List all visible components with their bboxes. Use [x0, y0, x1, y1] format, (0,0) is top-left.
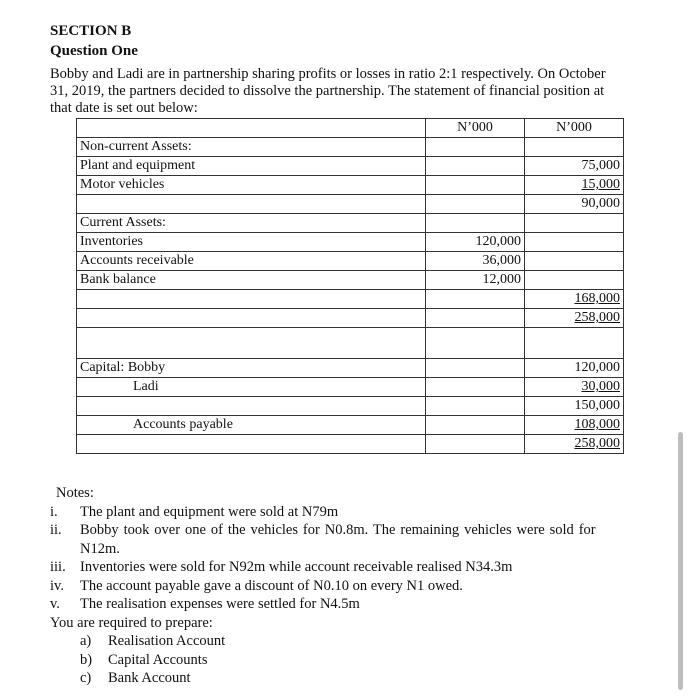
header-blank — [77, 119, 426, 138]
notes-title: Notes: — [56, 485, 94, 501]
row-label — [77, 397, 426, 416]
part-text: Capital Accounts — [108, 651, 208, 668]
row-col3 — [525, 233, 624, 252]
row-col2 — [426, 176, 525, 195]
row-col2 — [426, 397, 525, 416]
required-item — [50, 651, 680, 670]
row-col2 — [426, 435, 525, 454]
note-text: Bobby took over one of the vehicles for N0.8m. The remaining vehicles were sold for — [80, 522, 596, 538]
row-label: Ladi — [77, 378, 426, 397]
row-label — [77, 435, 426, 454]
row-col2: 12,000 — [426, 271, 525, 290]
row-col2: 36,000 — [426, 252, 525, 271]
row-col3: 150,000 — [525, 397, 624, 416]
table-row — [77, 252, 624, 271]
table-row — [77, 359, 624, 378]
table-row — [77, 309, 624, 328]
question-title: Question One — [50, 43, 138, 59]
table-row — [77, 176, 624, 195]
table-row — [77, 397, 624, 416]
row-label — [77, 290, 426, 309]
note-item — [50, 558, 680, 577]
row-col3: 168,000 — [525, 290, 624, 309]
table-row — [77, 271, 624, 290]
required-item — [50, 669, 680, 688]
row-col2 — [426, 328, 525, 359]
notes-section — [50, 484, 680, 688]
table-row — [77, 378, 624, 397]
part-number: a) — [80, 633, 92, 649]
row-label: Plant and equipment — [77, 157, 426, 176]
row-col2 — [426, 195, 525, 214]
note-item-continuation — [50, 540, 680, 559]
note-text: The realisation expenses were settled for N4.5m — [80, 596, 360, 612]
row-col2 — [426, 290, 525, 309]
row-col3: 15,000 — [525, 176, 624, 195]
scrollbar[interactable] — [678, 432, 683, 690]
row-col3: 258,000 — [525, 309, 624, 328]
row-label: Inventories — [77, 233, 426, 252]
intro-line-1: Bobby and Ladi are in partnership sharing profits or losses in ratio 2:1 respectively. On October — [50, 66, 606, 82]
row-col3 — [525, 252, 624, 271]
note-number: iv. — [50, 577, 64, 594]
row-label: Current Assets: — [77, 214, 426, 233]
row-label: Accounts payable — [77, 416, 426, 435]
row-col3: 258,000 — [525, 435, 624, 454]
row-col3: 75,000 — [525, 157, 624, 176]
section-title: SECTION B — [50, 23, 132, 39]
row-col2: 120,000 — [426, 233, 525, 252]
row-col2 — [426, 214, 525, 233]
note-item — [50, 521, 680, 540]
row-label — [77, 195, 426, 214]
row-label: Accounts receivable — [77, 252, 426, 271]
note-number: i. — [50, 503, 58, 520]
row-col3: 108,000 — [525, 416, 624, 435]
row-col3 — [525, 271, 624, 290]
row-label — [77, 328, 426, 359]
row-col3 — [525, 214, 624, 233]
row-label: Motor vehicles — [77, 176, 426, 195]
note-item — [50, 577, 680, 596]
note-text: The account payable gave a discount of N0.10 on every N1 owed. — [80, 577, 463, 594]
financial-position-table — [76, 118, 624, 454]
note-text: Inventories were sold for N92m while account receivable realised N34.3m — [80, 559, 513, 575]
table-row — [77, 214, 624, 233]
table-row — [77, 138, 624, 157]
part-number: b) — [80, 651, 93, 668]
table-row — [77, 195, 624, 214]
col2-header: N’000 — [426, 119, 525, 138]
table-row — [77, 290, 624, 309]
row-col2 — [426, 157, 525, 176]
table-row — [77, 416, 624, 435]
row-col2 — [426, 359, 525, 378]
table-row — [77, 435, 624, 454]
table-row — [77, 157, 624, 176]
required-item — [50, 632, 680, 651]
row-label — [77, 309, 426, 328]
required-line: You are required to prepare: — [50, 614, 213, 631]
row-label: Bank balance — [77, 271, 426, 290]
part-text: Bank Account — [108, 670, 191, 686]
row-col3 — [525, 328, 624, 359]
note-number: ii. — [50, 522, 62, 538]
row-col3: 120,000 — [525, 359, 624, 378]
intro-paragraph — [50, 66, 680, 117]
note-item — [50, 595, 680, 614]
intro-line-3: that date is set out below: — [50, 100, 198, 116]
row-col3: 90,000 — [525, 195, 624, 214]
note-number: iii. — [50, 559, 66, 575]
col3-header: N’000 — [525, 119, 624, 138]
intro-line-2: 31, 2019, the partners decided to dissolve the partnership. The statement of financial position at — [50, 83, 605, 99]
row-col3: 30,000 — [525, 378, 624, 397]
note-item — [50, 503, 680, 522]
table-header-row — [77, 119, 624, 138]
row-col3 — [525, 138, 624, 157]
row-label: Non-current Assets: — [77, 138, 426, 157]
table-row — [77, 233, 624, 252]
row-col2 — [426, 309, 525, 328]
note-text: The plant and equipment were sold at N79m — [80, 503, 339, 520]
part-text: Realisation Account — [108, 633, 226, 649]
row-label: Capital: Bobby — [77, 359, 426, 378]
part-number: c) — [80, 670, 92, 686]
row-col2 — [426, 378, 525, 397]
table-row — [77, 328, 624, 359]
row-col2 — [426, 416, 525, 435]
note-text: N12m. — [80, 540, 120, 557]
note-number: v. — [50, 596, 60, 612]
row-col2 — [426, 138, 525, 157]
